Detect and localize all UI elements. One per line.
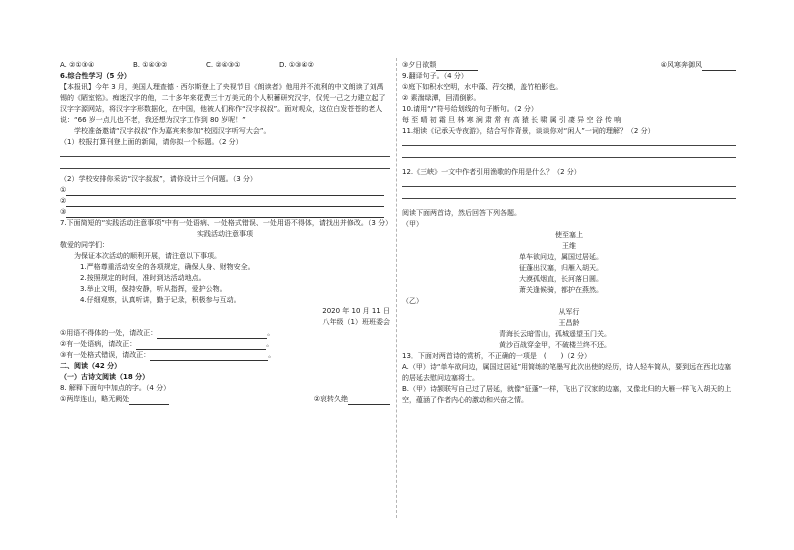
news-material: 【本报讯】今年 3 月，美国人理查德 · 西尔斯登上了央视节目《朗读者》他用并不流利的中文朗读了刘禹锡的《陋室铭》。痴迷汉字的他，二十多年来花费三十万美元的个人积蓄研究汉字，仅凭一己之力建立起了汉字字源网站，将汉字字形数据化，在中国，他被人们称作“汉字叔叔”。面对观众，这位白发苍苍的老人说：“66 岁一点儿也不老，我还想为汉字工作到 80 岁呢！” <box>60 83 386 124</box>
section-2-subtitle: （一）古诗文阅读（18 分） <box>60 373 150 381</box>
marker: ③ <box>60 208 67 216</box>
poem-intro: 阅读下面两首诗，然后回答下列各题。 <box>402 209 521 217</box>
answer-line[interactable] <box>402 151 736 158</box>
answer-line[interactable] <box>402 178 736 187</box>
marker: ② <box>60 197 67 205</box>
poem-line: 大漠孤烟直，长河落日圆。 <box>519 275 603 283</box>
notice-intro: 为保证本次活动的顺利开展，请注意以下事项。 <box>74 252 221 260</box>
answer-blank[interactable] <box>66 187 384 196</box>
q9-item-1: ①庭下如积水空明，水中藻、荇交横，盖竹柏影也。 <box>402 83 563 91</box>
q5-options <box>60 60 390 71</box>
answer-blank[interactable] <box>348 396 390 405</box>
notice-signature: 八年级（1）班班委会 <box>322 318 390 326</box>
q6-2-prompt: （2）学校安排你采访“汉字叔叔”，请你设计三个问题。（3 分） <box>60 175 257 183</box>
poem-line: 青海长云暗雪山，孤城遥望玉门关。 <box>499 330 611 338</box>
q5-option-a: A. ②①③④ <box>60 61 95 69</box>
event-intro: 学校准备邀请“汉字叔叔”作为嘉宾来参加“校园汉字听写大会”。 <box>74 127 271 135</box>
answer-blank[interactable] <box>129 396 169 405</box>
q8-item-2: ②哀转久绝 <box>314 394 390 405</box>
marker: ① <box>60 186 67 194</box>
q13-option-b: B.（甲）诗颔联写自己过了居延，就像“征蓬”一样，飞出了汉家的边塞，又像北归的大雁一样飞入胡天的上空，蕴涵了作者内心的激动和兴奋之情。 <box>402 385 732 404</box>
answer-blank[interactable] <box>157 330 267 339</box>
answer-line[interactable] <box>402 137 736 146</box>
q8-item-3: ③夕日欲颓 <box>402 60 478 71</box>
poem-a-title: 使至塞上 <box>555 231 583 239</box>
q7-answer-3: ③有一处格式错误，请改正： 。 <box>60 351 276 359</box>
poem-b-title: 从军行 <box>558 308 580 316</box>
q8-row-2 <box>402 60 736 71</box>
poem-line: 萧关逢候骑，都护在燕然。 <box>519 286 603 294</box>
poem-b-label: （乙） <box>402 297 423 305</box>
q7-answer-1: ①用语不得体的一处，请改正： 。 <box>60 329 275 337</box>
answer-blank[interactable] <box>150 352 268 361</box>
poem-a-label: （甲） <box>402 220 423 228</box>
answer-blank[interactable] <box>136 341 266 350</box>
q5-option-b: B. ①④③② <box>133 61 168 69</box>
poem-a-author: 王维 <box>562 242 576 250</box>
notice-item: 1.严格尊重活动安全的各项规定，确保人身、财物安全。 <box>80 263 255 271</box>
poem-line: 单车欲问边，属国过居延。 <box>519 253 603 261</box>
q6-2-answer-1[interactable] <box>60 185 390 196</box>
notice-item: 4.仔细观察，认真听讲，勤于记录，积极参与互动。 <box>80 296 241 304</box>
q8-row-1 <box>60 394 390 405</box>
section-2-title: 二、阅读（42 分） <box>60 362 122 370</box>
q8-item-1: ①两岸连山，略无阙处 <box>60 394 169 405</box>
left-column <box>60 60 393 405</box>
notice-item: 3.举止文明，保持安静，听从指挥，爱护公物。 <box>80 285 227 293</box>
q7-prompt: 7.下面简短的“实践活动注意事项”中有一处语病、一处格式错误、一处用语不得体，请找出并修改。（3 分） <box>60 219 393 227</box>
answer-blank[interactable] <box>66 209 384 218</box>
q13-option-a: A.（甲）诗“单车欲问边，属国过居延”用简练的笔墨写此次出使的经历，诗人轻车简从，要到远在西北边塞的居延去慰问边塞将士。 <box>402 363 732 382</box>
right-column <box>402 60 736 406</box>
q13-prompt: 13．下面对两首诗的赏析，不正确的一项是 ( )（2 分） <box>402 352 592 360</box>
column-divider <box>396 58 397 518</box>
answer-blank[interactable] <box>436 62 478 71</box>
answer-line[interactable] <box>60 148 390 157</box>
q12-prompt: 12.《三峡》一文中作者引用渔歌的作用是什么？（2 分） <box>402 168 581 176</box>
poem-line: 征蓬出汉塞，归雁入胡天。 <box>519 264 603 272</box>
q8-prompt: 8. 解释下面句中加点的字。（4 分） <box>60 384 171 392</box>
q8-item-4: ④风寒奔御风 <box>661 60 736 71</box>
q9-prompt: 9.翻译句子。（4 分） <box>402 72 468 80</box>
notice-greeting: 敬爱的同学们： <box>60 241 109 249</box>
notice-title: 实践活动注意事项 <box>197 230 253 238</box>
poem-b-author: 王昌龄 <box>558 319 580 327</box>
notice-date: 2020 年 10 月 11 日 <box>322 307 390 315</box>
q11-prompt: 11.细读《记承天寺夜游》，结合写作背景，谈谈你对“闲人”一词的理解？（2 分） <box>402 127 655 135</box>
answer-blank[interactable] <box>702 62 736 71</box>
q5-option-d: D. ①③④② <box>279 61 314 69</box>
answer-line[interactable] <box>402 192 736 199</box>
poem-line: 黄沙百战穿金甲，不破楼兰终不还。 <box>499 341 611 349</box>
q7-answer-2: ②有一处语病，请改正： 。 <box>60 340 274 348</box>
answer-blank[interactable] <box>66 198 384 207</box>
q6-2-answer-3[interactable] <box>60 207 390 218</box>
q9-item-2: ② 素湍绿潭，回清倒影。 <box>402 94 481 102</box>
q10-prompt: 10.请用“/”符号给划线的句子断句。（2 分） <box>402 105 538 113</box>
q5-option-c: C. ②④③① <box>206 61 241 69</box>
q10-sentence: 每 至 晴 初 霜 旦 林 寒 涧 肃 常 有 高 猿 长 啸 属 引 凄 异 空 谷 传 响 <box>402 116 622 124</box>
q6-2-answer-2[interactable] <box>60 196 390 207</box>
section-6-title: 6.综合性学习（5 分） <box>60 72 131 80</box>
q6-1-prompt: （1）校报打算刊登上面的新闻，请你拟一个标题。（2 分） <box>60 138 243 146</box>
answer-line[interactable] <box>60 162 390 169</box>
notice-item: 2.按照规定的时间，准时到达活动地点。 <box>80 274 206 282</box>
